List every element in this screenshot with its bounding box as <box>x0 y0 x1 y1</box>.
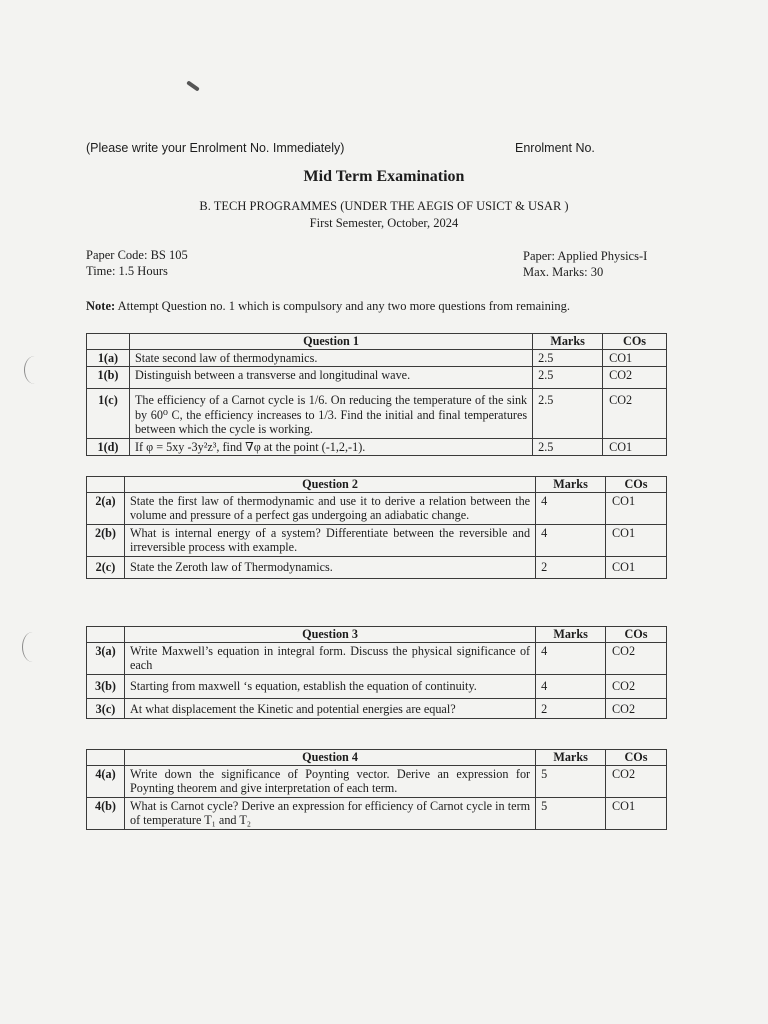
question-number: 1(d) <box>87 438 130 456</box>
cos-header: COs <box>606 477 667 493</box>
marks-header: Marks <box>533 334 603 350</box>
question-co: CO2 <box>603 367 667 389</box>
question-4-table <box>86 749 667 830</box>
question-co: CO1 <box>606 797 667 829</box>
question-number: 1(c) <box>87 389 130 439</box>
question-title: Question 3 <box>124 627 535 643</box>
question-co: CO1 <box>606 492 667 524</box>
question-number: 3(c) <box>87 698 125 718</box>
note-label: Note: <box>86 299 116 313</box>
question-co: CO2 <box>606 674 667 698</box>
table-header-row <box>87 477 667 493</box>
table-row <box>87 698 667 718</box>
question-text: Distinguish between a transverse and longitudinal wave. <box>129 367 532 389</box>
blank-cell <box>87 334 130 350</box>
table-row <box>87 642 667 674</box>
question-marks: 2.5 <box>533 389 603 439</box>
table-header-row <box>87 334 667 350</box>
question-marks: 4 <box>536 524 606 556</box>
question-marks: 2.5 <box>533 349 603 367</box>
table-header-row <box>87 750 667 766</box>
blank-cell <box>87 750 125 766</box>
question-text: If φ = 5xy -3y²z³, find ∇φ at the point (-1,2,-1). <box>129 438 532 456</box>
max-marks: Max. Marks: 30 <box>523 265 604 279</box>
blank-cell <box>87 477 125 493</box>
table-row <box>87 349 667 367</box>
marks-header: Marks <box>536 750 606 766</box>
paper-code: Paper Code: BS 105 <box>86 248 188 262</box>
question-text: State the first law of thermodynamic and use it to derive a relation between the volume and pressure of a perfect gas undergoing an adiabatic change. <box>124 492 535 524</box>
question-marks: 2.5 <box>533 438 603 456</box>
cos-header: COs <box>606 750 667 766</box>
marks-header: Marks <box>536 627 606 643</box>
table-header-row <box>87 627 667 643</box>
question-text: Write down the significance of Poynting vector. Derive an expression for Poynting theorem and give interpretation of each term. <box>124 765 535 797</box>
question-marks: 4 <box>536 492 606 524</box>
table-row <box>87 674 667 698</box>
question-number: 1(b) <box>87 367 130 389</box>
question-number: 2(c) <box>87 556 125 578</box>
marks-header: Marks <box>536 477 606 493</box>
enrolment-label: Enrolment No. <box>515 141 595 155</box>
question-title: Question 1 <box>129 334 532 350</box>
question-text: State the Zeroth law of Thermodynamics. <box>124 556 535 578</box>
question-2-table <box>86 476 667 579</box>
question-3-table <box>86 626 667 719</box>
question-co: CO1 <box>603 349 667 367</box>
question-title: Question 4 <box>124 750 535 766</box>
question-marks: 2 <box>536 698 606 718</box>
programme-line: B. TECH PROGRAMMES (UNDER THE AEGIS OF USICT & USAR ) <box>199 199 569 213</box>
table-row <box>87 524 667 556</box>
question-number: 2(a) <box>87 492 125 524</box>
question-number: 3(a) <box>87 642 125 674</box>
question-text: State second law of thermodynamics. <box>129 349 532 367</box>
table-row <box>87 765 667 797</box>
question-text: The efficiency of a Carnot cycle is 1/6. On reducing the temperature of the sink by 60⁰ C, the efficiency increases to 1/3. Find the initial and final temperatures between which the cycle is working. <box>129 389 532 439</box>
table-row <box>87 797 667 829</box>
question-number: 4(b) <box>87 797 125 829</box>
question-title: Question 2 <box>124 477 535 493</box>
paper-name: Paper: Applied Physics-I <box>523 249 648 263</box>
enrolment-note: (Please write your Enrolment No. Immediately) <box>86 141 345 155</box>
question-number: 1(a) <box>87 349 130 367</box>
question-text: Write Maxwell’s equation in integral form. Discuss the physical significance of each <box>124 642 535 674</box>
cos-header: COs <box>606 627 667 643</box>
question-text: At what displacement the Kinetic and potential energies are equal? <box>124 698 535 718</box>
question-co: CO2 <box>606 642 667 674</box>
note-text: Attempt Question no. 1 which is compulsory and any two more questions from remaining. <box>115 299 570 313</box>
question-co: CO1 <box>606 524 667 556</box>
question-1-table <box>86 333 667 456</box>
question-number: 4(a) <box>87 765 125 797</box>
question-marks: 2 <box>536 556 606 578</box>
table-row <box>87 389 667 439</box>
question-marks: 2.5 <box>533 367 603 389</box>
question-co: CO2 <box>603 389 667 439</box>
question-marks: 4 <box>536 674 606 698</box>
punch-hole-mark <box>22 632 43 662</box>
question-number: 3(b) <box>87 674 125 698</box>
question-co: CO1 <box>603 438 667 456</box>
exam-time: Time: 1.5 Hours <box>86 264 168 278</box>
table-row <box>87 556 667 578</box>
scan-speck <box>186 80 200 91</box>
table-row <box>87 438 667 456</box>
question-co: CO2 <box>606 765 667 797</box>
question-co: CO2 <box>606 698 667 718</box>
cos-header: COs <box>603 334 667 350</box>
question-marks: 5 <box>536 765 606 797</box>
blank-cell <box>87 627 125 643</box>
question-co: CO1 <box>606 556 667 578</box>
question-text: Starting from maxwell ‘s equation, establish the equation of continuity. <box>124 674 535 698</box>
table-row <box>87 492 667 524</box>
question-text: What is Carnot cycle? Derive an expression for efficiency of Carnot cycle in term of temperature T₁ and T₂ <box>124 797 535 829</box>
punch-hole-mark <box>24 356 45 384</box>
question-number: 2(b) <box>87 524 125 556</box>
table-row <box>87 367 667 389</box>
question-marks: 5 <box>536 797 606 829</box>
question-marks: 4 <box>536 642 606 674</box>
semester-line: First Semester, October, 2024 <box>309 216 459 230</box>
exam-title: Mid Term Examination <box>303 168 465 185</box>
question-text: What is internal energy of a system? Differentiate between the reversible and irreversible process with example. <box>124 524 535 556</box>
instructions-note <box>86 299 570 314</box>
